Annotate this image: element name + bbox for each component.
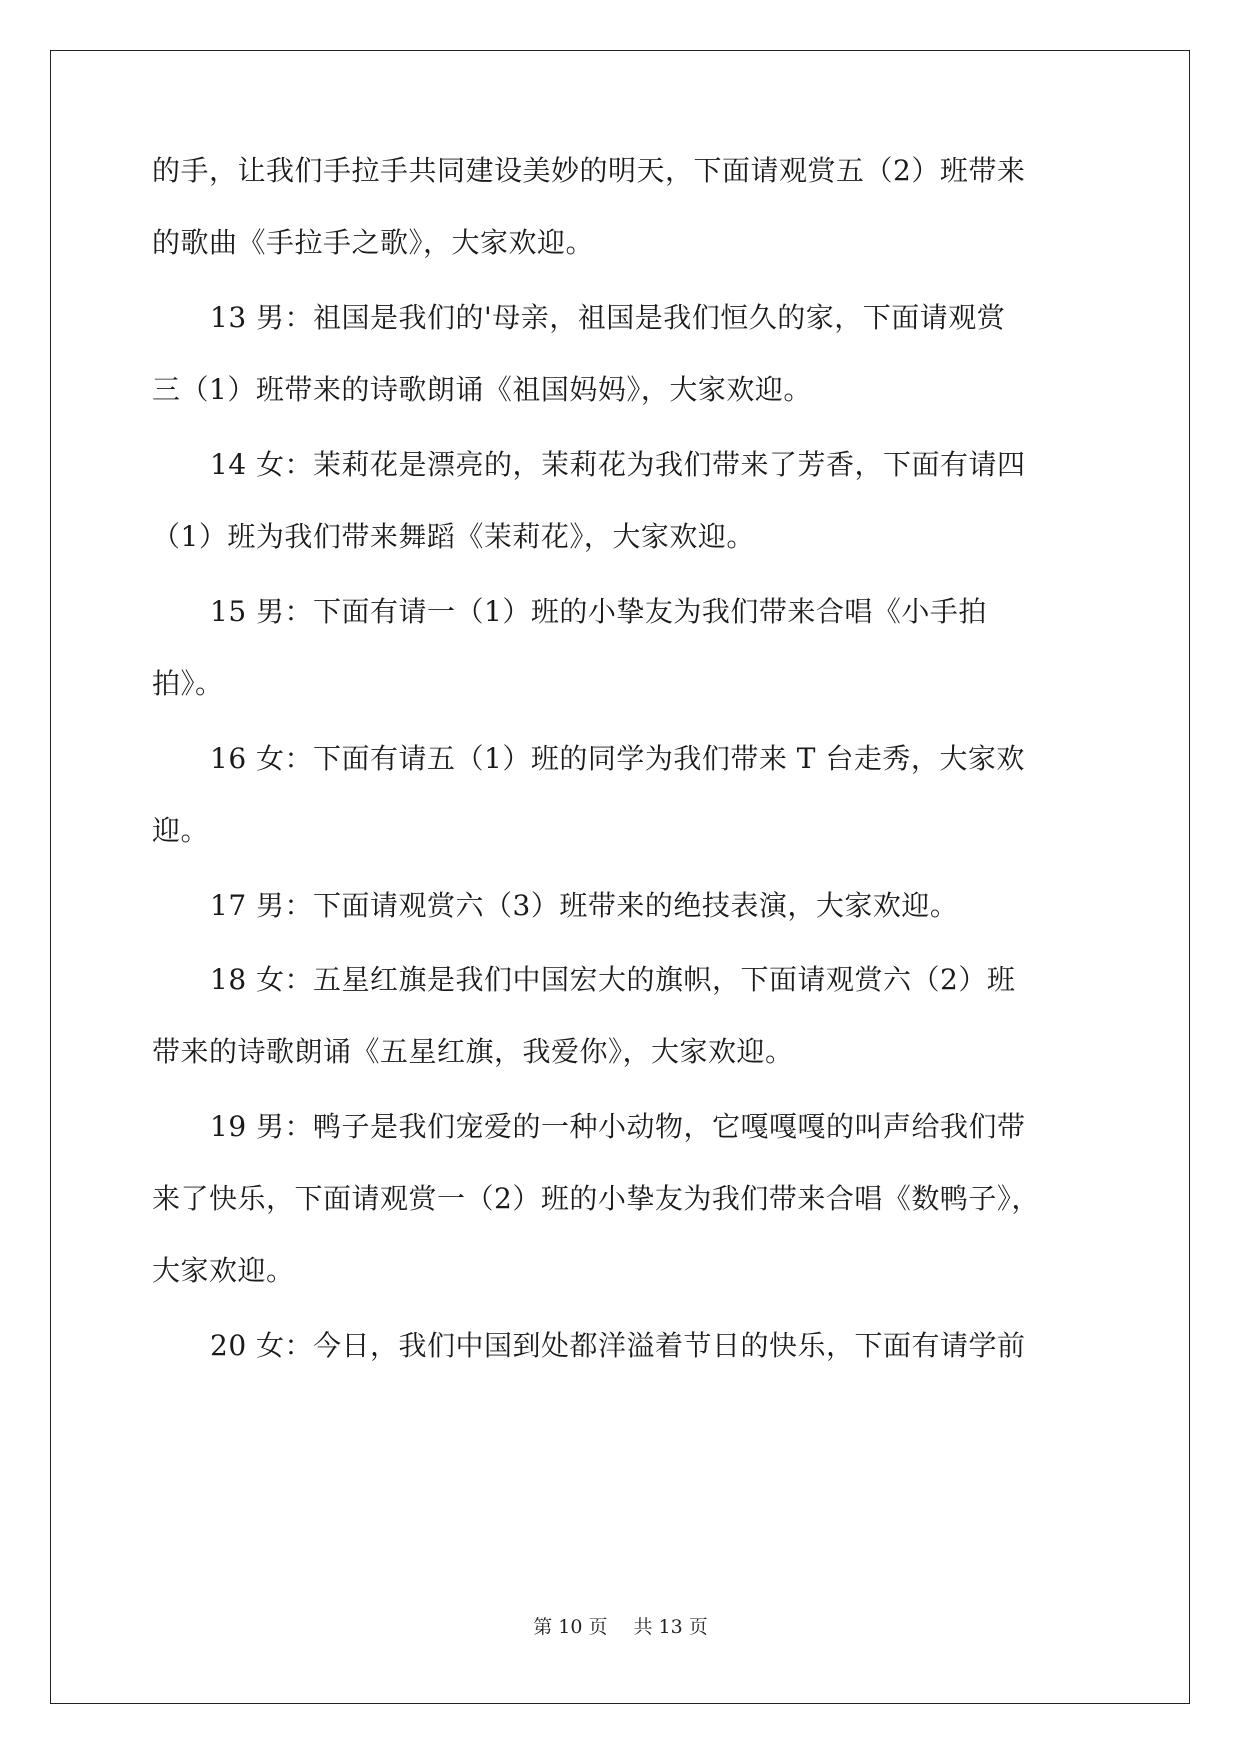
page-footer	[0, 1612, 1241, 1639]
text-line: 15 男：下面有请一（1）班的小挚友为我们带来合唱《小手拍	[210, 595, 987, 628]
page-total: 共 13 页	[633, 1616, 708, 1638]
text-line: 迎。	[152, 814, 210, 847]
text-line: 的手，让我们手拉手共同建设美妙的明天，下面请观赏五（2）班带来	[152, 154, 1026, 187]
page-number: 第 10 页	[533, 1616, 608, 1638]
text-line: 19 男：鸭子是我们宠爱的一种小动物，它嘎嘎嘎的叫声给我们带	[210, 1110, 1026, 1143]
text-line: 18 女：五星红旗是我们中国宏大的旗帜，下面请观赏六（2）班	[210, 963, 1016, 996]
text-line: 拍》。	[152, 667, 224, 700]
text-line: 三（1）班带来的诗歌朗诵《祖国妈妈》，大家欢迎。	[152, 373, 812, 406]
text-line: 13 男：祖国是我们的'母亲，祖国是我们恒久的家，下面请观赏	[210, 301, 1006, 334]
text-line: 带来的诗歌朗诵《五星红旗，我爱你》，大家欢迎。	[152, 1035, 794, 1068]
text-line: 来了快乐，下面请观赏一（2）班的小挚友为我们带来合唱《数鸭子》，	[152, 1182, 1040, 1215]
text-line: 14 女：茉莉花是漂亮的，茉莉花为我们带来了芳香，下面有请四	[210, 448, 1026, 481]
page-border	[50, 50, 1190, 1704]
text-line: 20 女：今日，我们中国到处都洋溢着节日的快乐，下面有请学前	[210, 1329, 1026, 1362]
text-line: 大家欢迎。	[152, 1254, 295, 1287]
text-line: 的歌曲《手拉手之歌》，大家欢迎。	[152, 226, 595, 259]
text-line: 17 男：下面请观赏六（3）班带来的绝技表演，大家欢迎。	[210, 889, 959, 922]
text-line: 16 女：下面有请五（1）班的同学为我们带来 T 台走秀，大家欢	[210, 742, 1025, 775]
text-line: （1）班为我们带来舞蹈《茉莉花》，大家欢迎。	[152, 520, 755, 553]
